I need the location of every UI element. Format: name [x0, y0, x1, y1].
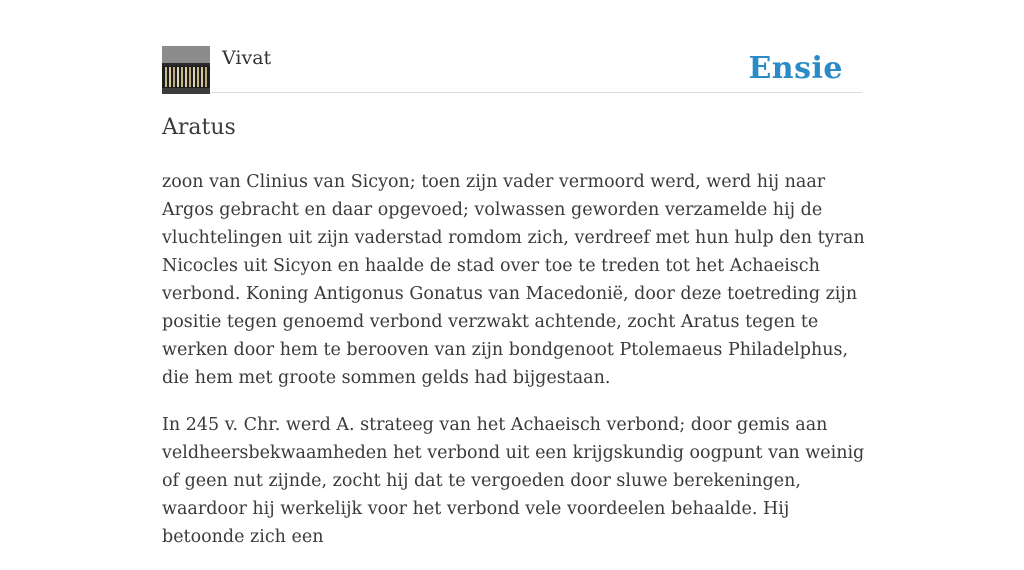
article-paragraph: In 245 v. Chr. werd A. strateeg van het Achaeisch verbond; door gemis aan veldheersbekwaamheden het verbond uit een krijgskundig oogpunt van weinig of geen nut zijnde, zocht hij dat te vergoeden door sluwe berekeningen, waardoor hij werkelijk voor het verbond vele voordeelen behaalde. Hij betoonde zich een	[162, 415, 865, 547]
author-name[interactable]: Vivat	[222, 47, 272, 69]
article-title: Aratus	[162, 115, 236, 140]
author-avatar[interactable]	[162, 46, 210, 94]
article-body	[162, 168, 874, 570]
header	[162, 46, 862, 93]
article-paragraph: zoon van Clinius van Sicyon; toen zijn vader vermoord werd, werd hij naar Argos gebracht en daar opgevoed; volwassen geworden verzamelde hij de vluchtelingen uit zijn vaderstad romdom zich, verdreef met hun hulp den tyran Nicocles uit Sicyon en haalde de stad over toe te treden tot het Achaeisch verbond. Koning Antigonus Gonatus van Macedonië, door deze toetreding zijn positie tegen genoemd verbond verzwakt achtende, zocht Aratus tegen te werken door hem te berooven van zijn bondgenoot Ptolemaeus Philadelphus, die hem met groote sommen gelds had bijgestaan.	[162, 172, 865, 388]
book-stack-icon	[162, 46, 210, 94]
ensie-logo[interactable]: Ensie	[748, 51, 843, 86]
